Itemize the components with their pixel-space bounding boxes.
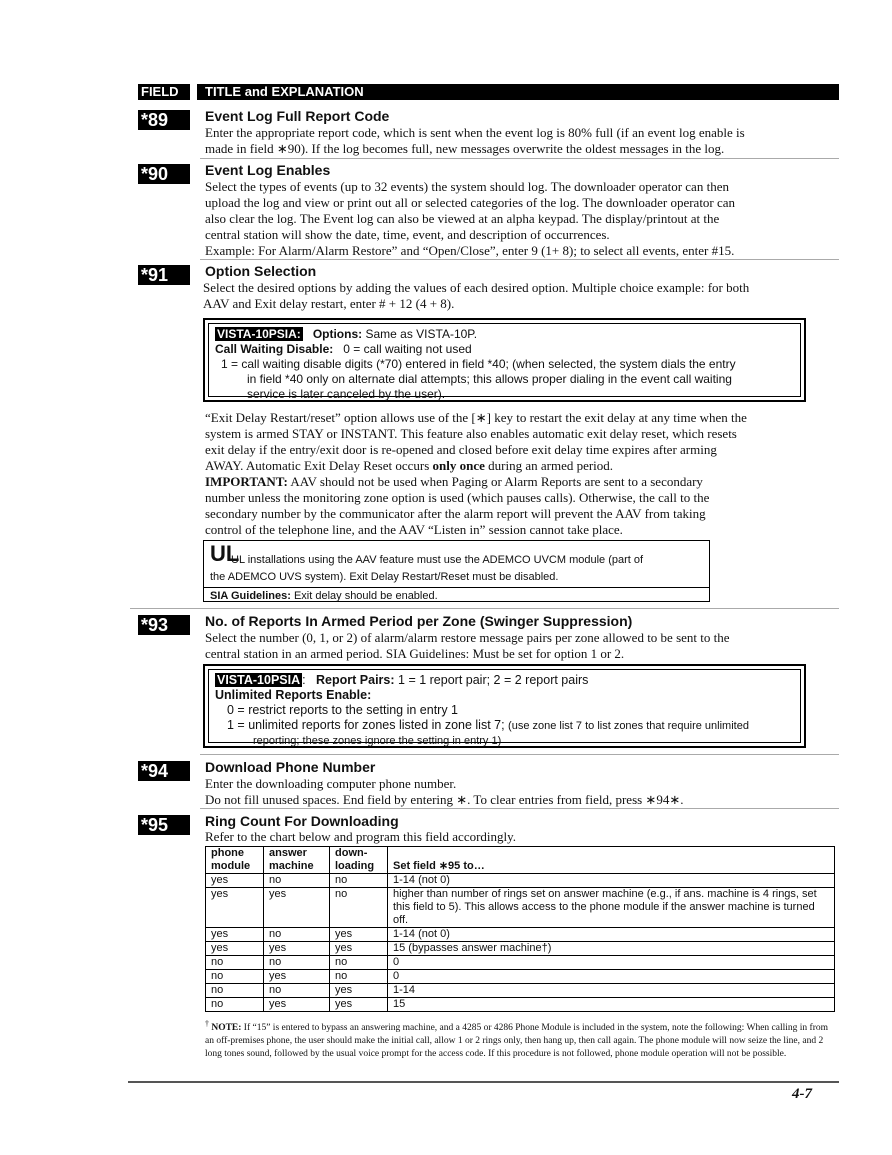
table-row: no no yes 1-14 — [206, 984, 835, 998]
model-label: VISTA-10PSIA — [217, 673, 301, 687]
vista-options-box: VISTA-10PSIA: Options: Same as VISTA-10P. Call Waiting Disable: 0 = call waiting not used 1 = call waiting disable digits (*70) entered in field *40; (when selected, the system dials the entry in field *40 only on alternate dial attempts; this allows proper dialing in the event call waiting service is later canceled by the user). — [203, 318, 806, 402]
section-title: Event Log Enables — [205, 162, 331, 178]
section-divider — [200, 754, 839, 755]
section-divider — [200, 259, 839, 260]
body-line: Select the types of events (up to 32 events) the system should log. The downloader operator can then — [205, 179, 729, 194]
section-title: Event Log Full Report Code — [205, 108, 390, 124]
ul-mark: UL — [210, 541, 240, 566]
section-title: Ring Count For Downloading — [205, 813, 399, 829]
section-body — [205, 179, 839, 259]
body-line: made in field ∗90). If the log becomes full, new messages overwrite the oldest messages in the log. — [205, 141, 725, 156]
field-number-badge: *91 — [138, 265, 190, 285]
table-row: no yes yes 15 — [206, 998, 835, 1012]
section-divider — [130, 608, 839, 609]
section-divider — [200, 158, 839, 159]
ul-sia-box: UL UL installations using the AAV feature must use the ADEMCO UVCM module (part of the ADEMCO UVS system). Exit Delay Restart/Reset must be disabled. SIA Guidelines: Exit delay should be enabled. — [203, 540, 710, 602]
title-column-header: TITLE and EXPLANATION — [197, 84, 839, 100]
body-line: Example: For Alarm/Alarm Restore” and “Open/Close”, enter 9 (1+ 8); to select all events, enter #15. — [205, 243, 735, 258]
section-body — [205, 125, 839, 157]
table-row: no no no 0 — [206, 956, 835, 970]
body-line: central station will show the date, time, event, and description of occurrences. — [205, 227, 610, 242]
footer-rule — [128, 1081, 839, 1083]
section-95 — [138, 813, 839, 847]
section-body — [203, 280, 839, 312]
table-header-row: phone module answer machine down- loading Set field ∗95 to… — [206, 847, 835, 874]
section-body: Select the number (0, 1, or 2) of alarm/alarm restore message pairs per zone allowed to be sent to the central station in an armed period. SIA Guidelines: Must be set for option 1 or 2. — [205, 630, 730, 661]
table-row: no yes no 0 — [206, 970, 835, 984]
field-number-badge: *95 — [138, 815, 190, 835]
field-number-badge: *93 — [138, 615, 190, 635]
section-title: No. of Reports In Armed Period per Zone (Swinger Suppression) — [205, 613, 633, 629]
field-number-badge: *89 — [138, 110, 190, 130]
section-90 — [138, 162, 839, 258]
ring-count-table — [205, 846, 835, 1012]
field-number-badge: *94 — [138, 761, 190, 781]
section-94 — [138, 759, 839, 805]
vista-report-pairs-box: VISTA-10PSIA : Report Pairs: 1 = 1 report pair; 2 = 2 report pairs Unlimited Reports Enable: 0 = restrict reports to the setting in entry 1 1 = unlimited reports for zones listed in zone list 7; (use zone list 7 to list zones that require unlimited reporting; these zones ignore the setting in entry 1) — [203, 664, 806, 748]
table-row: yes no no 1-14 (not 0) — [206, 874, 835, 888]
exit-delay-paragraph: “Exit Delay Restart/reset” option allows use of the [∗] key to restart the exit delay at any time when the system is armed STAY or INSTANT. This feature also enables automatic exit delay reset, which resets exit delay if the entry/exit door is re-opened and closed before exit delay time expires after arming AWAY. Automatic Exit Delay Reset occurs only once during an armed period. IMPORTANT: AAV should not be used when Paging or Alarm Reports are sent to a secondary number unless the monitoring zone option is used (which pauses calls). Otherwise, the call to the secondary number by the communicator after the alarm report will prevent the AAV from taking control of the telephone line, and the AAV “Listen in” session cannot take place. — [205, 410, 747, 537]
table-row: yes yes yes 15 (bypasses answer machine†) — [206, 942, 835, 956]
section-body: Refer to the chart below and program this field accordingly. — [205, 829, 517, 844]
body-line: AAV and Exit delay restart, enter # + 12 (4 + 8). — [203, 296, 455, 311]
model-label: VISTA-10PSIA: — [217, 327, 301, 341]
section-title: Download Phone Number — [205, 759, 376, 775]
section-89 — [138, 108, 839, 158]
column-header-bar — [138, 84, 839, 100]
body-line: also clear the log. The Event log can also be viewed at an alpha keypad. The display/printout at the — [205, 211, 720, 226]
body-line: upload the log and view or print out all or selected categories of the log. The downloader operator can — [205, 195, 736, 210]
body-line: Enter the appropriate report code, which is sent when the event log is 80% full (if an event log enable is — [205, 125, 745, 140]
table-row: yes yes no higher than number of rings set on answer machine (e.g., if ans. machine is 4 rings, set this field to 5). This allows access to the phone module if the answer machine is turned off. — [206, 888, 835, 928]
body-line: Select the desired options by adding the values of each desired option. Multiple choice example: for both — [203, 280, 750, 295]
field-number-badge: *90 — [138, 164, 190, 184]
page-number: 4-7 — [792, 1086, 812, 1102]
section-93 — [138, 613, 839, 663]
section-divider — [200, 808, 839, 809]
section-body: Enter the downloading computer phone number. Do not fill unused spaces. End field by entering ∗. To clear entries from field, press ∗94∗. — [205, 776, 684, 807]
section-title: Option Selection — [205, 263, 317, 279]
table-row: yes no yes 1-14 (not 0) — [206, 928, 835, 942]
field-column-header: FIELD — [138, 84, 190, 100]
footnote: † NOTE: If “15” is entered to bypass an answering machine, and a 4285 or 4286 Phone Module is included in the system, note the following: When calling in from an off-premises phone, the user should make the initial call, allow 1 or 2 rings only, then hang up, then call again. The phone module will now seize the line, and 2 long tones sound, followed by the usual voice prompt for the access code. If this procedure is not followed, phone module operation will not be possible. — [205, 1019, 829, 1060]
